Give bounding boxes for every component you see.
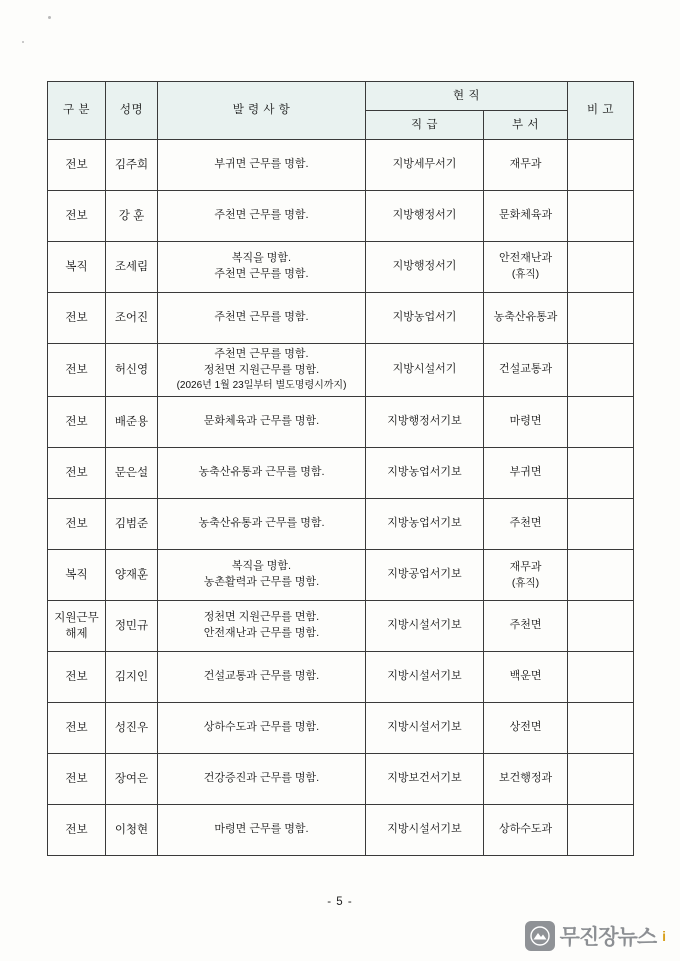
- cell-name: 조세림: [106, 242, 158, 293]
- table-row: [48, 703, 634, 754]
- col-header-dept: 부 서: [484, 111, 568, 140]
- cell-rank: 지방시설서기보: [366, 601, 484, 652]
- cell-note: [568, 242, 634, 293]
- cell-dept: 농축산유통과: [484, 293, 568, 344]
- cell-gubun: 전보: [48, 293, 106, 344]
- table-row: [48, 191, 634, 242]
- cell-rank: 지방농업서기보: [366, 499, 484, 550]
- cell-name: 배준용: [106, 397, 158, 448]
- cell-order: 농축산유통과 근무를 명함.: [158, 499, 366, 550]
- col-header-rank: 직 급: [366, 111, 484, 140]
- cell-name: 김지인: [106, 652, 158, 703]
- cell-order: 상하수도과 근무를 명함.: [158, 703, 366, 754]
- cell-gubun: 전보: [48, 344, 106, 397]
- cell-gubun: 복직: [48, 550, 106, 601]
- scan-speck-icon: [22, 41, 24, 43]
- cell-name: 김범준: [106, 499, 158, 550]
- cell-rank: 지방세무서기: [366, 140, 484, 191]
- cell-dept: 상하수도과: [484, 805, 568, 856]
- cell-dept: 주천면: [484, 601, 568, 652]
- cell-note: [568, 344, 634, 397]
- cell-note: [568, 805, 634, 856]
- cell-note: [568, 191, 634, 242]
- table-row: [48, 652, 634, 703]
- cell-rank: 지방보건서기보: [366, 754, 484, 805]
- cell-dept: 재무과: [484, 140, 568, 191]
- cell-gubun: 전보: [48, 652, 106, 703]
- table-row: [48, 601, 634, 652]
- cell-order: 문화체육과 근무를 명함.: [158, 397, 366, 448]
- cell-name: 정민규: [106, 601, 158, 652]
- appointment-table-wrap: [47, 81, 633, 856]
- cell-rank: 지방행정서기보: [366, 397, 484, 448]
- cell-dept: 문화체육과: [484, 191, 568, 242]
- cell-order: 주천면 근무를 명함.: [158, 293, 366, 344]
- watermark-text: 무진장뉴스: [559, 926, 657, 949]
- cell-rank: 지방시설서기보: [366, 805, 484, 856]
- cell-gubun: 복직: [48, 242, 106, 293]
- cell-gubun: 전보: [48, 140, 106, 191]
- cell-note: [568, 754, 634, 805]
- cell-order: 주천면 근무를 명함. 정천면 지원근무를 명함. (2026년 1월 23일부터 별도명령시까지): [158, 344, 366, 397]
- table-row: [48, 242, 634, 293]
- cell-dept: 상전면: [484, 703, 568, 754]
- cell-order: 마령면 근무를 명함.: [158, 805, 366, 856]
- cell-dept: 건설교통과: [484, 344, 568, 397]
- cell-rank: 지방시설서기: [366, 344, 484, 397]
- mountain-logo-icon: [525, 921, 555, 951]
- page-number: - 5 -: [327, 896, 353, 908]
- cell-rank: 지방농업서기: [366, 293, 484, 344]
- cell-gubun: 전보: [48, 191, 106, 242]
- col-header-name: 성명: [106, 82, 158, 140]
- cell-order: 건강증진과 근무를 명함.: [158, 754, 366, 805]
- col-header-gubun: 구 분: [48, 82, 106, 140]
- cell-dept: 주천면: [484, 499, 568, 550]
- table-row: [48, 448, 634, 499]
- cell-order: 농축산유통과 근무를 명함.: [158, 448, 366, 499]
- cell-rank: 지방행정서기: [366, 242, 484, 293]
- cell-rank: 지방시설서기보: [366, 703, 484, 754]
- cell-dept: 백운면: [484, 652, 568, 703]
- table-row: [48, 397, 634, 448]
- cell-name: 양재훈: [106, 550, 158, 601]
- table-row: [48, 550, 634, 601]
- cell-rank: 지방시설서기보: [366, 652, 484, 703]
- table-head: [48, 82, 634, 140]
- table-row: [48, 344, 634, 397]
- cell-order: 주천면 근무를 명함.: [158, 191, 366, 242]
- table-header-row-1: [48, 82, 634, 111]
- cell-note: [568, 397, 634, 448]
- watermark-accent: i: [662, 928, 666, 944]
- watermark: [525, 921, 666, 951]
- cell-note: [568, 293, 634, 344]
- cell-rank: 지방공업서기보: [366, 550, 484, 601]
- cell-dept: 부귀면: [484, 448, 568, 499]
- cell-name: 장여은: [106, 754, 158, 805]
- cell-name: 강 훈: [106, 191, 158, 242]
- cell-gubun: 지원근무 해제: [48, 601, 106, 652]
- cell-order: 복직을 명함. 주천면 근무를 명함.: [158, 242, 366, 293]
- table-body: [48, 140, 634, 856]
- cell-rank: 지방행정서기: [366, 191, 484, 242]
- cell-gubun: 전보: [48, 448, 106, 499]
- cell-note: [568, 703, 634, 754]
- cell-note: [568, 652, 634, 703]
- cell-name: 김주희: [106, 140, 158, 191]
- cell-dept: 재무과 (휴직): [484, 550, 568, 601]
- cell-note: [568, 601, 634, 652]
- cell-name: 허신영: [106, 344, 158, 397]
- cell-order: 건설교통과 근무를 명함.: [158, 652, 366, 703]
- cell-gubun: 전보: [48, 805, 106, 856]
- table-row: [48, 805, 634, 856]
- col-header-note: 비 고: [568, 82, 634, 140]
- cell-rank: 지방농업서기보: [366, 448, 484, 499]
- cell-name: 성진우: [106, 703, 158, 754]
- cell-order: 부귀면 근무를 명함.: [158, 140, 366, 191]
- cell-note: [568, 499, 634, 550]
- cell-dept: 안전재난과 (휴직): [484, 242, 568, 293]
- cell-dept: 마령면: [484, 397, 568, 448]
- cell-gubun: 전보: [48, 397, 106, 448]
- cell-order: 정천면 지원근무를 면함. 안전재난과 근무를 명함.: [158, 601, 366, 652]
- cell-note: [568, 140, 634, 191]
- cell-name: 이청현: [106, 805, 158, 856]
- cell-gubun: 전보: [48, 499, 106, 550]
- table-row: [48, 754, 634, 805]
- cell-note: [568, 448, 634, 499]
- table-row: [48, 140, 634, 191]
- cell-order: 복직을 명함. 농촌활력과 근무를 명함.: [158, 550, 366, 601]
- cell-gubun: 전보: [48, 754, 106, 805]
- scan-speck-icon: [48, 16, 51, 19]
- cell-name: 조어진: [106, 293, 158, 344]
- table-row: [48, 499, 634, 550]
- cell-dept: 보건행정과: [484, 754, 568, 805]
- cell-note: [568, 550, 634, 601]
- appointment-table: [47, 81, 634, 856]
- cell-gubun: 전보: [48, 703, 106, 754]
- table-row: [48, 293, 634, 344]
- cell-name: 문은설: [106, 448, 158, 499]
- col-header-order: 발 령 사 항: [158, 82, 366, 140]
- col-header-current-position: 현 직: [366, 82, 568, 111]
